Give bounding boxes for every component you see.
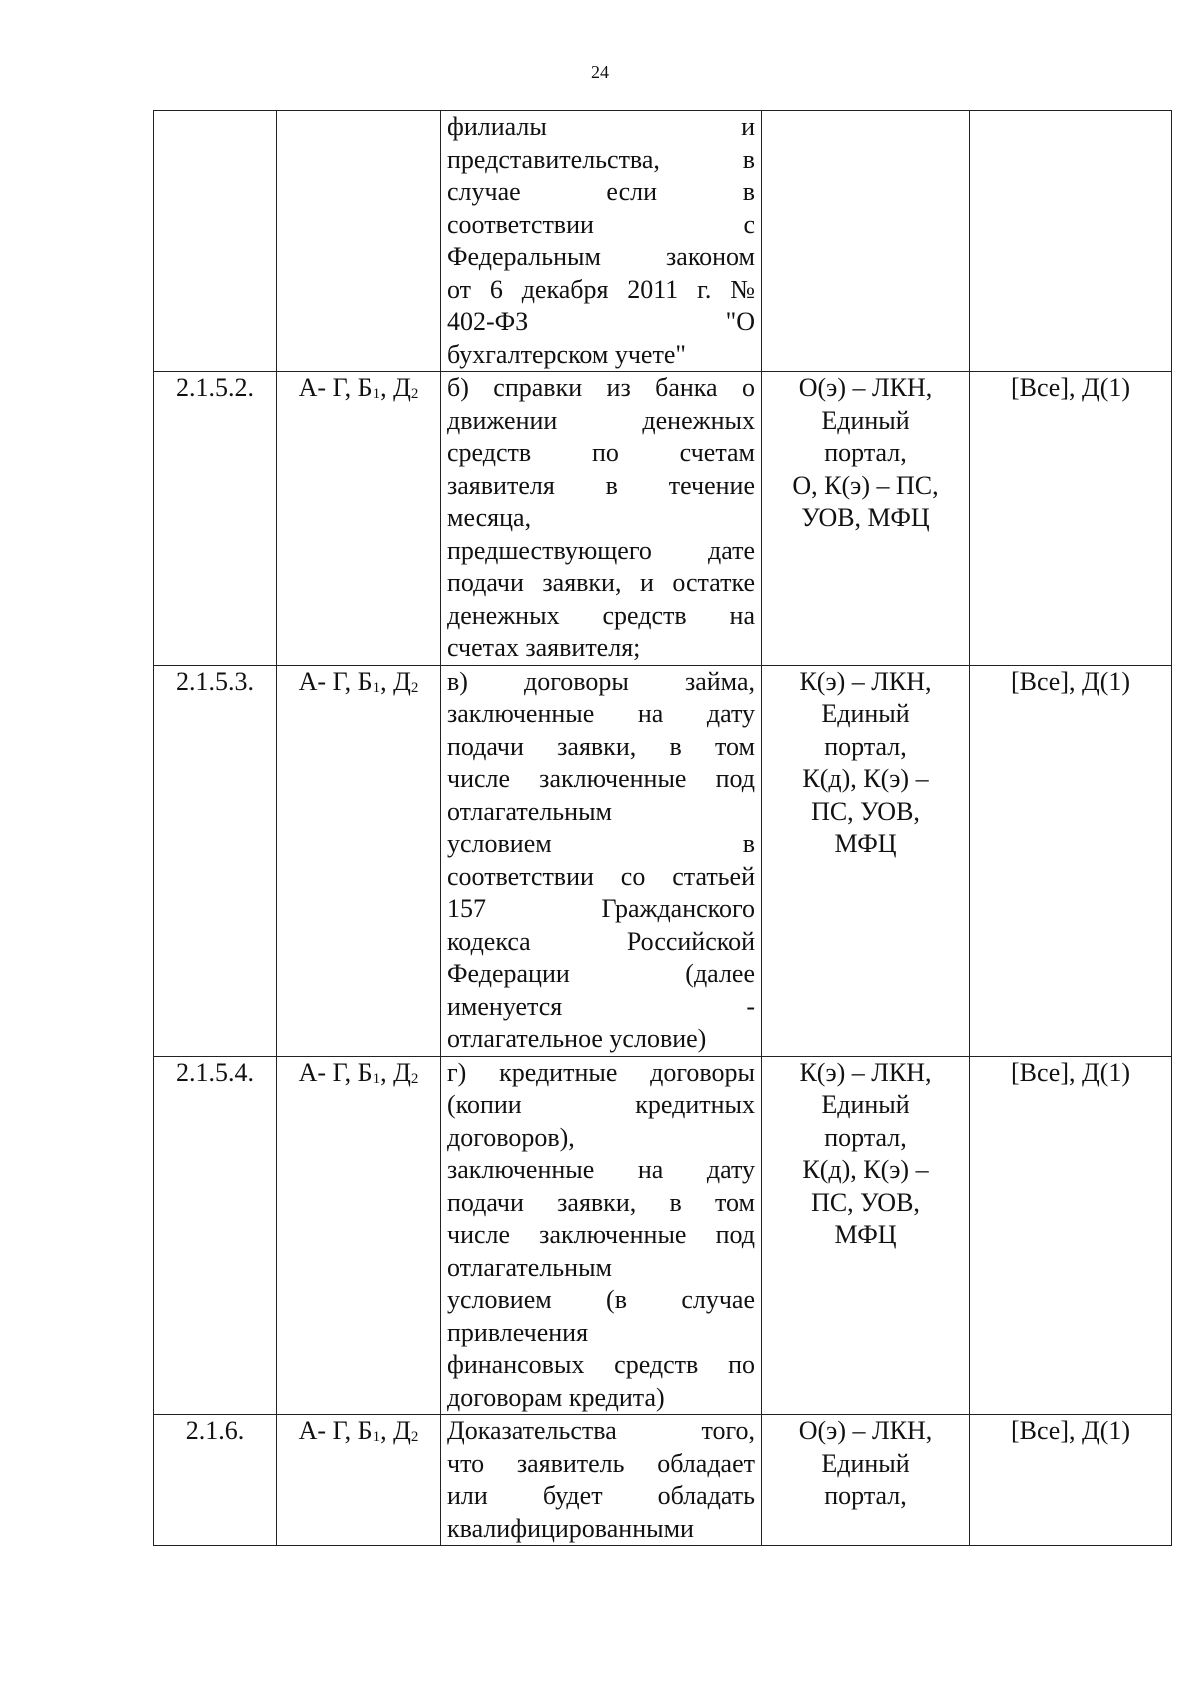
description-line: или будет обладать: [447, 1481, 755, 1510]
submission-channel-line: портал,: [824, 1481, 907, 1510]
table-row: [154, 1056, 1172, 1415]
applicant-code-subscript: 2: [410, 386, 419, 402]
submission-channel-line: УОВ, МФЦ: [801, 503, 930, 532]
description-line: подачи заявки, в том: [447, 1187, 755, 1217]
item-number-cell: [154, 111, 277, 372]
applicant-code-mid: , Д: [380, 1057, 411, 1087]
applicability-cell: [970, 665, 1172, 1056]
item-number-cell: [154, 1056, 277, 1415]
applicant-code-subscript: 2: [410, 1429, 419, 1445]
description-line: что заявитель обладает: [447, 1448, 755, 1478]
submission-channel-line: МФЦ: [834, 1220, 897, 1249]
description-line: заключенные на дату: [447, 699, 755, 728]
description-line: от 6 декабря 2011 г. №: [447, 274, 755, 304]
description-line: Доказательства того,: [447, 1416, 755, 1445]
applicability-cell: [970, 111, 1172, 372]
description-line: случае если в: [447, 177, 755, 206]
description-line: средств по счетам: [447, 438, 755, 467]
submission-channel-cell: [762, 665, 970, 1056]
submission-channel-line: Единый: [821, 405, 910, 435]
submission-channel-line: О, К(э) – ПС,: [792, 470, 939, 500]
description-line: движении денежных: [447, 405, 755, 435]
item-number-cell: [154, 665, 277, 1056]
submission-channel-cell: [762, 1056, 970, 1415]
applicant-code-cell: [277, 665, 441, 1056]
document-description-cell: [441, 372, 762, 666]
applicant-code-cell: [277, 1056, 441, 1415]
submission-channel-line: Единый: [821, 1090, 910, 1119]
applicant-code-cell: [277, 111, 441, 372]
description-line: в) договоры займа,: [447, 666, 755, 696]
description-line: филиалы и: [447, 112, 755, 141]
description-line: условием (в случае: [447, 1285, 755, 1314]
page-number: 24: [591, 62, 609, 82]
submission-channel-line: портал,: [824, 1122, 907, 1152]
applicability-cell: [970, 1415, 1172, 1546]
description-line: месяца,: [447, 503, 532, 532]
description-line: заявителя в течение: [447, 470, 755, 500]
description-line: договоров),: [447, 1122, 575, 1152]
item-number: 2.1.5.4.: [176, 1057, 254, 1087]
submission-channel-cell: [762, 372, 970, 666]
description-line: представительства, в: [447, 144, 755, 174]
applicability-cell: [970, 1056, 1172, 1415]
description-line: квалифицированными: [447, 1513, 694, 1543]
description-line: денежных средств на: [447, 600, 755, 630]
applicant-code-mid: , Д: [380, 373, 411, 402]
description-line: г) кредитные договоры: [447, 1057, 755, 1087]
submission-channel-line: К(д), К(э) –: [802, 1155, 929, 1184]
submission-channel-line: К(э) – ЛКН,: [799, 1057, 932, 1087]
description-line: заключенные на дату: [447, 1155, 755, 1184]
applicability-value: [Все], Д(1): [1010, 1416, 1131, 1445]
description-line: подачи заявки, и остатке: [447, 568, 755, 597]
document-description-cell: [441, 1056, 762, 1415]
table-row: [154, 665, 1172, 1056]
item-number: 2.1.6.: [185, 1416, 245, 1445]
document-description-cell: [441, 665, 762, 1056]
applicability-value: [Все], Д(1): [1010, 373, 1131, 402]
submission-channel-cell: [762, 111, 970, 372]
description-line: б) справки из банка о: [447, 373, 755, 402]
applicant-code-mid: , Д: [380, 666, 411, 696]
description-line: Федерации (далее: [447, 959, 755, 988]
applicant-code-subscript: 1: [372, 386, 381, 402]
submission-channel-line: ПС, УОВ,: [811, 1187, 920, 1217]
applicant-code-mid: , Д: [380, 1416, 411, 1445]
description-line: финансовых средств по: [447, 1350, 755, 1379]
description-line: кодекса Российской: [447, 926, 755, 956]
table-body: [154, 111, 1172, 1546]
submission-channel-line: портал,: [824, 438, 907, 467]
description-line: 402-ФЗ "О: [447, 307, 755, 336]
table-row: [154, 1415, 1172, 1546]
submission-channel-line: МФЦ: [834, 829, 897, 858]
applicant-code-cell: [277, 1415, 441, 1546]
applicant-code-subscript: 1: [372, 679, 381, 696]
submission-channel-line: К(д), К(э) –: [802, 764, 929, 793]
description-line: подачи заявки, в том: [447, 731, 755, 761]
description-line: предшествующего дате: [447, 535, 755, 565]
submission-channel-line: О(э) – ЛКН,: [798, 1416, 933, 1445]
applicability-value: [Все], Д(1): [1010, 1057, 1131, 1087]
applicant-code-subscript: 2: [410, 1070, 419, 1087]
description-line: счетах заявителя;: [447, 633, 641, 662]
submission-channel-line: Единый: [821, 699, 910, 728]
document-description-cell: [441, 1415, 762, 1546]
document-table: [153, 110, 1172, 1546]
description-line: договорам кредита): [447, 1382, 665, 1412]
description-line: числе заключенные под: [447, 764, 755, 793]
description-line: условием в: [447, 829, 755, 858]
item-number-cell: [154, 1415, 277, 1546]
applicant-code-subscript: 1: [372, 1070, 381, 1087]
submission-channel-line: К(э) – ЛКН,: [799, 666, 932, 696]
applicant-code-main: А- Г, Б: [298, 373, 373, 402]
item-number: 2.1.5.3.: [176, 666, 254, 696]
submission-channel-line: ПС, УОВ,: [811, 796, 920, 826]
applicant-code-main: А- Г, Б: [298, 1416, 373, 1445]
submission-channel-line: портал,: [824, 731, 907, 761]
description-line: именуется -: [447, 991, 755, 1021]
table-row: [154, 372, 1172, 666]
applicability-value: [Все], Д(1): [1010, 666, 1131, 696]
submission-channel-line: О(э) – ЛКН,: [798, 373, 933, 402]
description-line: (копии кредитных: [447, 1090, 755, 1119]
applicant-code-main: А- Г, Б: [298, 666, 373, 696]
description-line: Федеральным законом: [447, 242, 755, 271]
submission-channel-cell: [762, 1415, 970, 1546]
description-line: соответствии с: [447, 209, 755, 239]
description-line: отлагательное условие): [447, 1024, 707, 1053]
item-number-cell: [154, 372, 277, 666]
description-line: 157 Гражданского: [447, 894, 755, 923]
item-number: 2.1.5.2.: [176, 373, 254, 402]
applicant-code-subscript: 1: [372, 1429, 381, 1445]
description-line: отлагательным: [447, 796, 612, 826]
applicant-code-main: А- Г, Б: [298, 1057, 373, 1087]
applicability-cell: [970, 372, 1172, 666]
submission-channel-line: Единый: [821, 1448, 910, 1478]
description-line: бухгалтерском учете": [447, 339, 686, 369]
description-line: соответствии со статьей: [447, 861, 755, 891]
applicant-code-subscript: 2: [410, 679, 419, 696]
description-line: отлагательным: [447, 1252, 612, 1282]
description-line: привлечения: [447, 1317, 589, 1347]
document-description-cell: [441, 111, 762, 372]
table-row: [154, 111, 1172, 372]
description-line: числе заключенные под: [447, 1220, 755, 1249]
applicant-code-cell: [277, 372, 441, 666]
